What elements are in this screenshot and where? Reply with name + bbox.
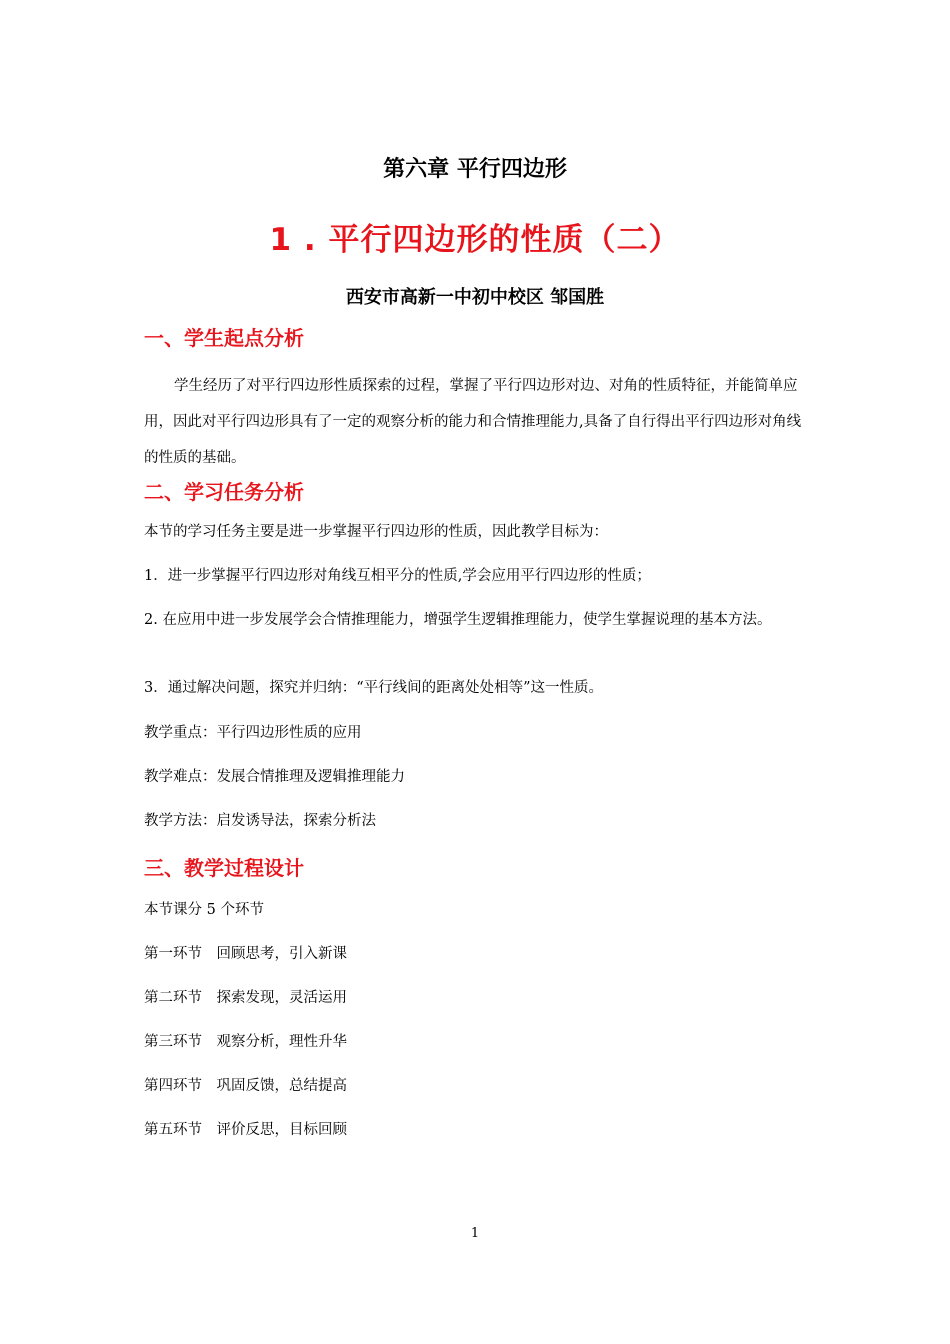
process-step: 第二环节 探索发现，灵活运用 xyxy=(144,990,347,1006)
section-heading-student-analysis: 一、学生起点分析 xyxy=(144,326,304,350)
lesson-title: 1 . 平行四边形的性质（二） xyxy=(269,222,681,258)
process-intro: 本节课分 5 个环节 xyxy=(144,902,264,918)
section-heading-process-design: 三、教学过程设计 xyxy=(144,856,304,880)
goal-3: 3．通过解决问题，探究并归纳：“平行线间的距离处处相等”这一性质。 xyxy=(144,680,604,696)
goal-2: 2. 在应用中进一步发展学会合情推理能力，增强学生逻辑推理能力，使学生掌握说理的基本方法。 xyxy=(144,612,772,628)
student-analysis-paragraph: 学生经历了对平行四边形性质探索的过程，掌握了平行四边形对边、对角的性质特征，并能简单应用，因此对平行四边形具有了一定的观察分析的能力和合情推理能力,具备了自行得出平行四边形对角线的性质的基础。 xyxy=(144,378,802,466)
process-step: 第一环节 回顾思考，引入新课 xyxy=(144,946,347,962)
process-step: 第四环节 巩固反馈，总结提高 xyxy=(144,1078,347,1094)
teaching-key-point: 教学重点：平行四边形性质的应用 xyxy=(144,725,362,741)
page-number: 1 xyxy=(470,1226,480,1241)
task-intro: 本节的学习任务主要是进一步掌握平行四边形的性质，因此教学目标为： xyxy=(144,524,608,540)
teaching-difficulty: 教学难点：发展合情推理及逻辑推理能力 xyxy=(144,769,405,785)
teaching-method: 教学方法：启发诱导法，探索分析法 xyxy=(144,813,376,829)
chapter-title: 第六章 平行四边形 xyxy=(383,157,567,182)
process-step: 第五环节 评价反思，目标回顾 xyxy=(144,1122,347,1138)
section-heading-task-analysis: 二、学习任务分析 xyxy=(144,480,304,504)
goal-1: 1．进一步掌握平行四边形对角线互相平分的性质,学会应用平行四边形的性质； xyxy=(144,568,651,584)
process-step: 第三环节 观察分析，理性升华 xyxy=(144,1034,347,1050)
author-line: 西安市高新一中初中校区 邹国胜 xyxy=(345,287,605,308)
